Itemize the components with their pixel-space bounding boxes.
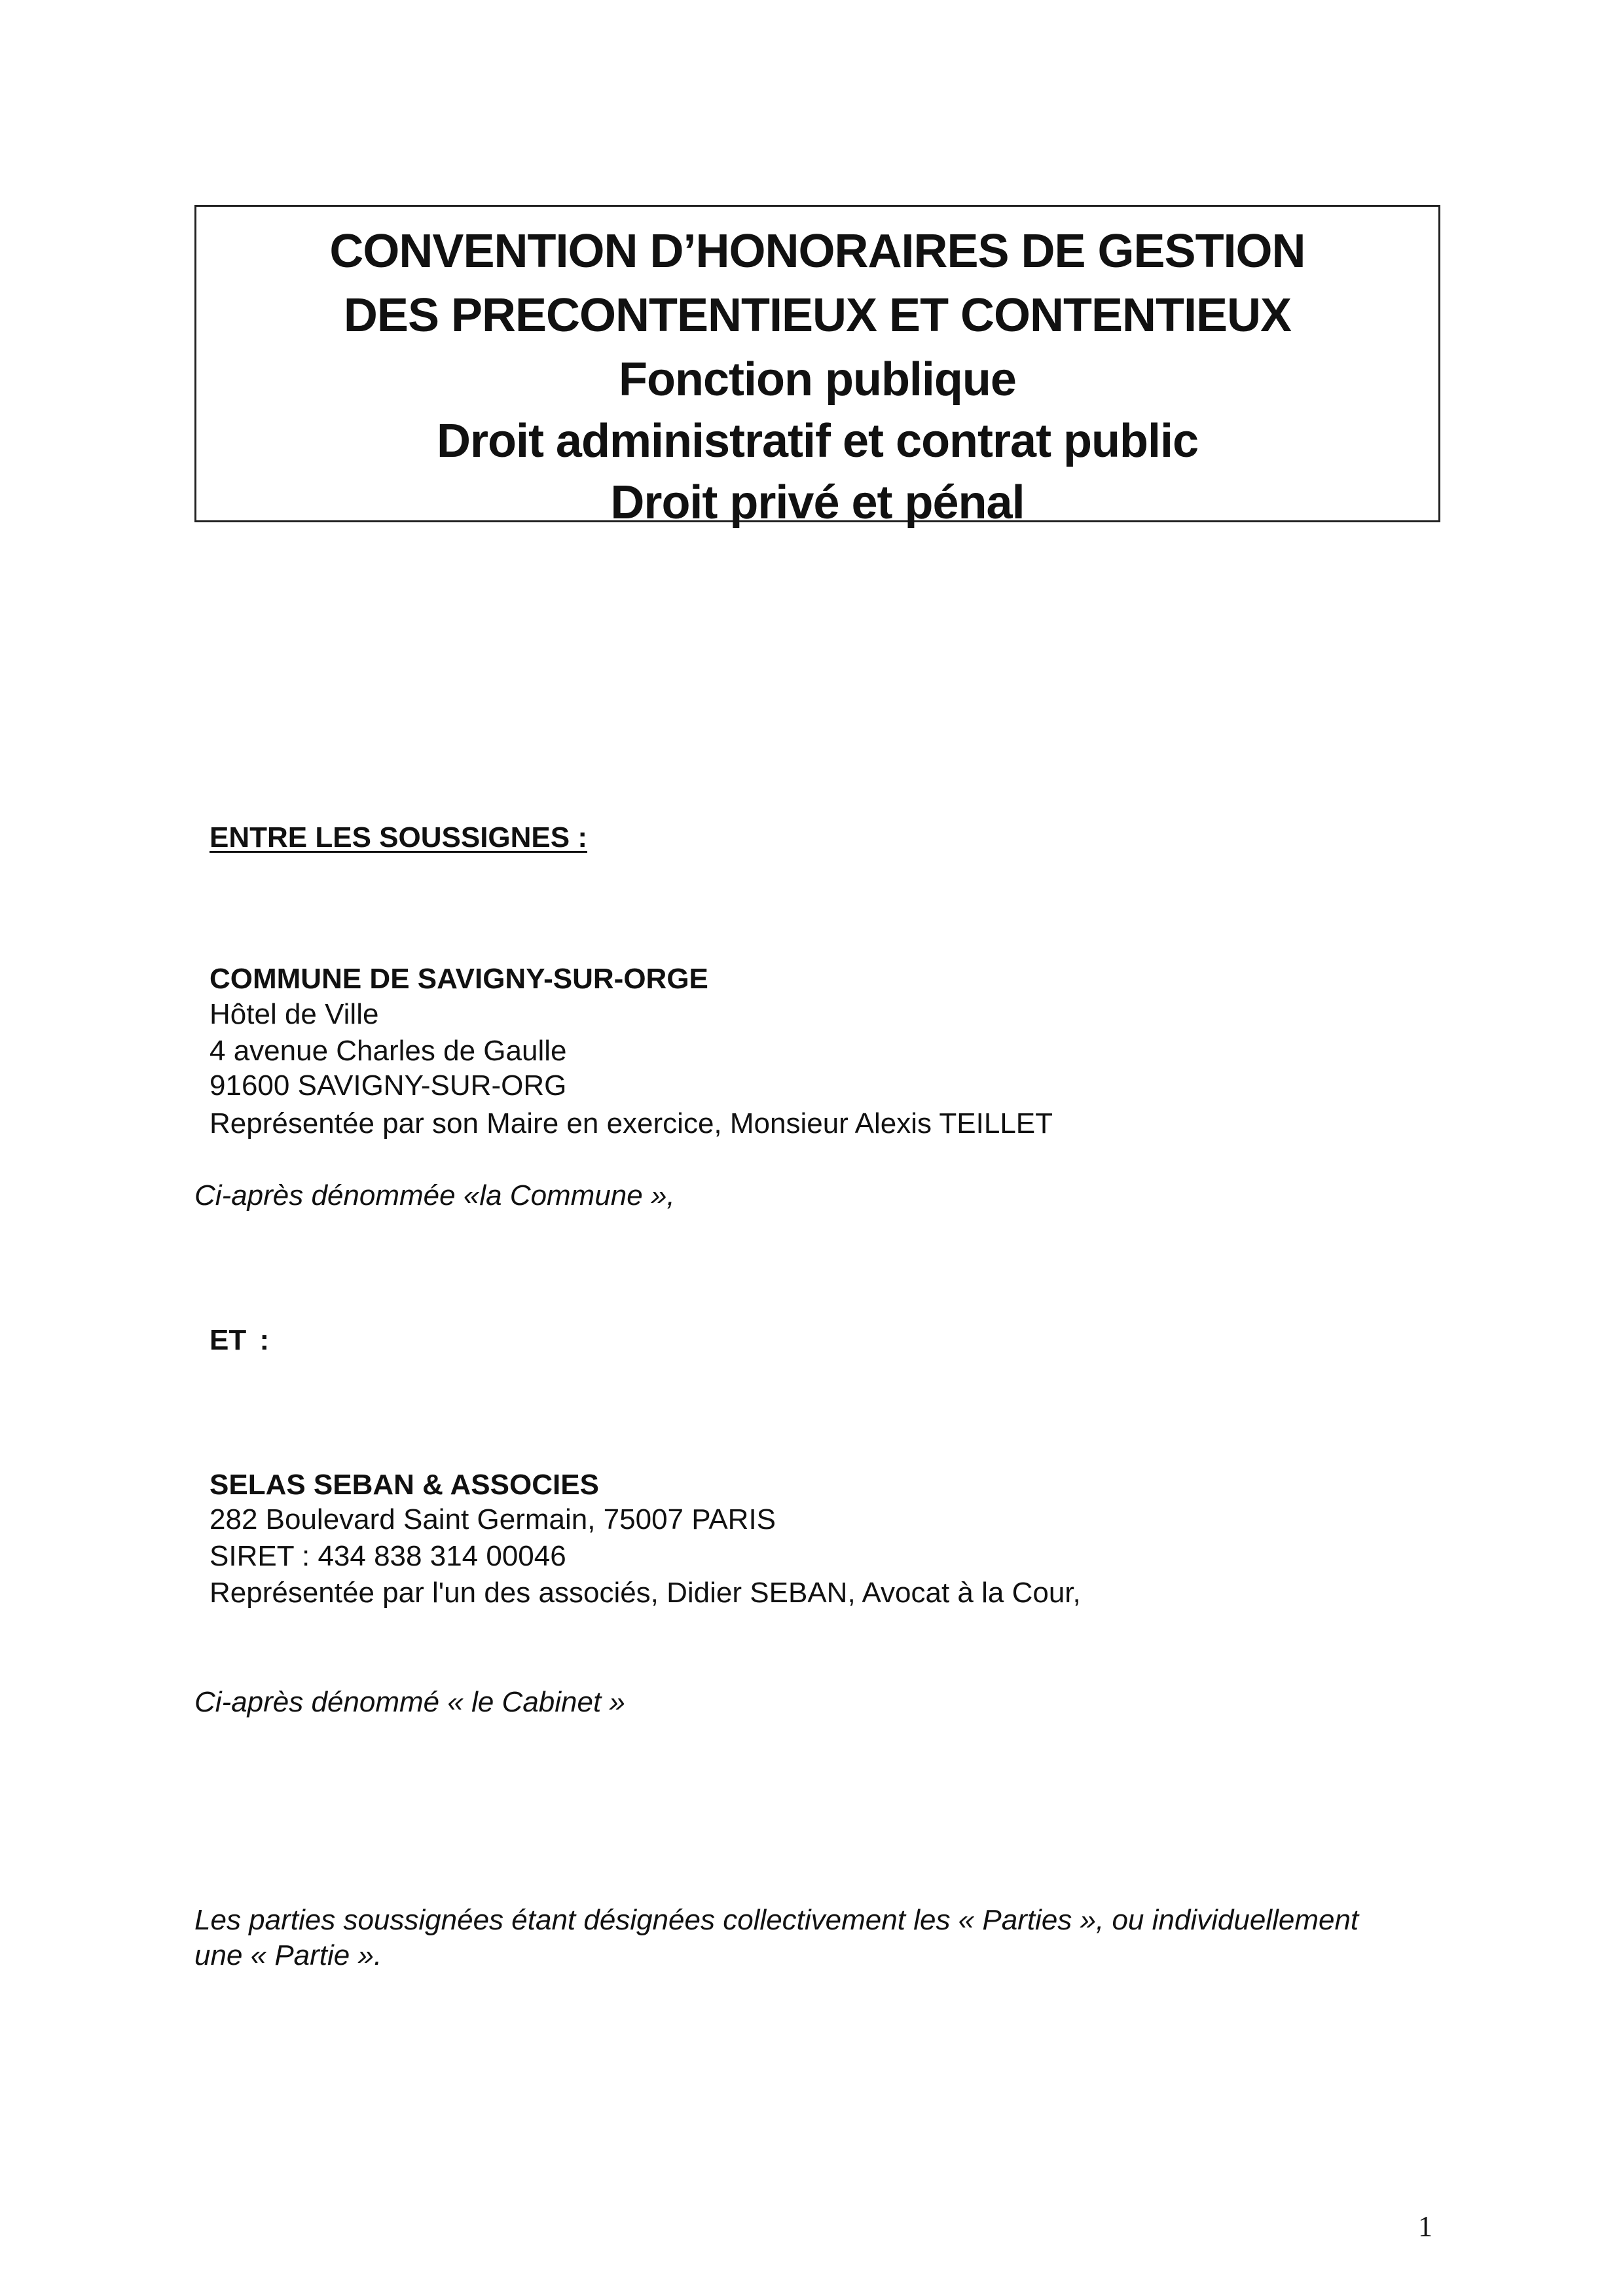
page-number: 1 [1418, 2210, 1432, 2242]
cabinet-line: Représentée par l'un des associés, Didier SEBAN, Avocat à la Cour, [210, 1577, 1081, 1609]
title-line: DES PRECONTENTIEUX ET CONTENTIEUX [343, 289, 1292, 342]
commune-line: Hôtel de Ville [210, 998, 379, 1030]
cabinet-line: 282 Boulevard Saint Germain, 75007 PARIS [210, 1503, 776, 1535]
collective-line: une « Partie ». [194, 1939, 382, 1971]
commune-line: 91600 SAVIGNY-SUR-ORG [210, 1069, 567, 1102]
title-line: Fonction publique [619, 353, 1016, 406]
cabinet-designation: Ci-après dénommé « le Cabinet » [194, 1686, 625, 1718]
title-line: Droit administratif et contrat public [436, 415, 1199, 467]
cabinet-name: SELAS SEBAN & ASSOCIES [210, 1469, 599, 1501]
et-label: ET : [210, 1324, 270, 1356]
title-line: Droit privé et pénal [610, 476, 1025, 529]
title-line: CONVENTION D’HONORAIRES DE GESTION [329, 225, 1305, 278]
commune-designation: Ci-après dénommée «la Commune », [194, 1179, 675, 1211]
commune-line: Représentée par son Maire en exercice, Monsieur Alexis TEILLET [210, 1107, 1053, 1139]
collective-line: Les parties soussignées étant désignées collectivement les « Parties », ou individuellement [194, 1904, 1359, 1936]
commune-line: 4 avenue Charles de Gaulle [210, 1035, 567, 1067]
title-box [194, 205, 1440, 529]
parties-heading: ENTRE LES SOUSSIGNES : [210, 821, 587, 853]
commune-name: COMMUNE DE SAVIGNY-SUR-ORGE [210, 963, 708, 995]
cabinet-line: SIRET : 434 838 314 00046 [210, 1540, 566, 1572]
